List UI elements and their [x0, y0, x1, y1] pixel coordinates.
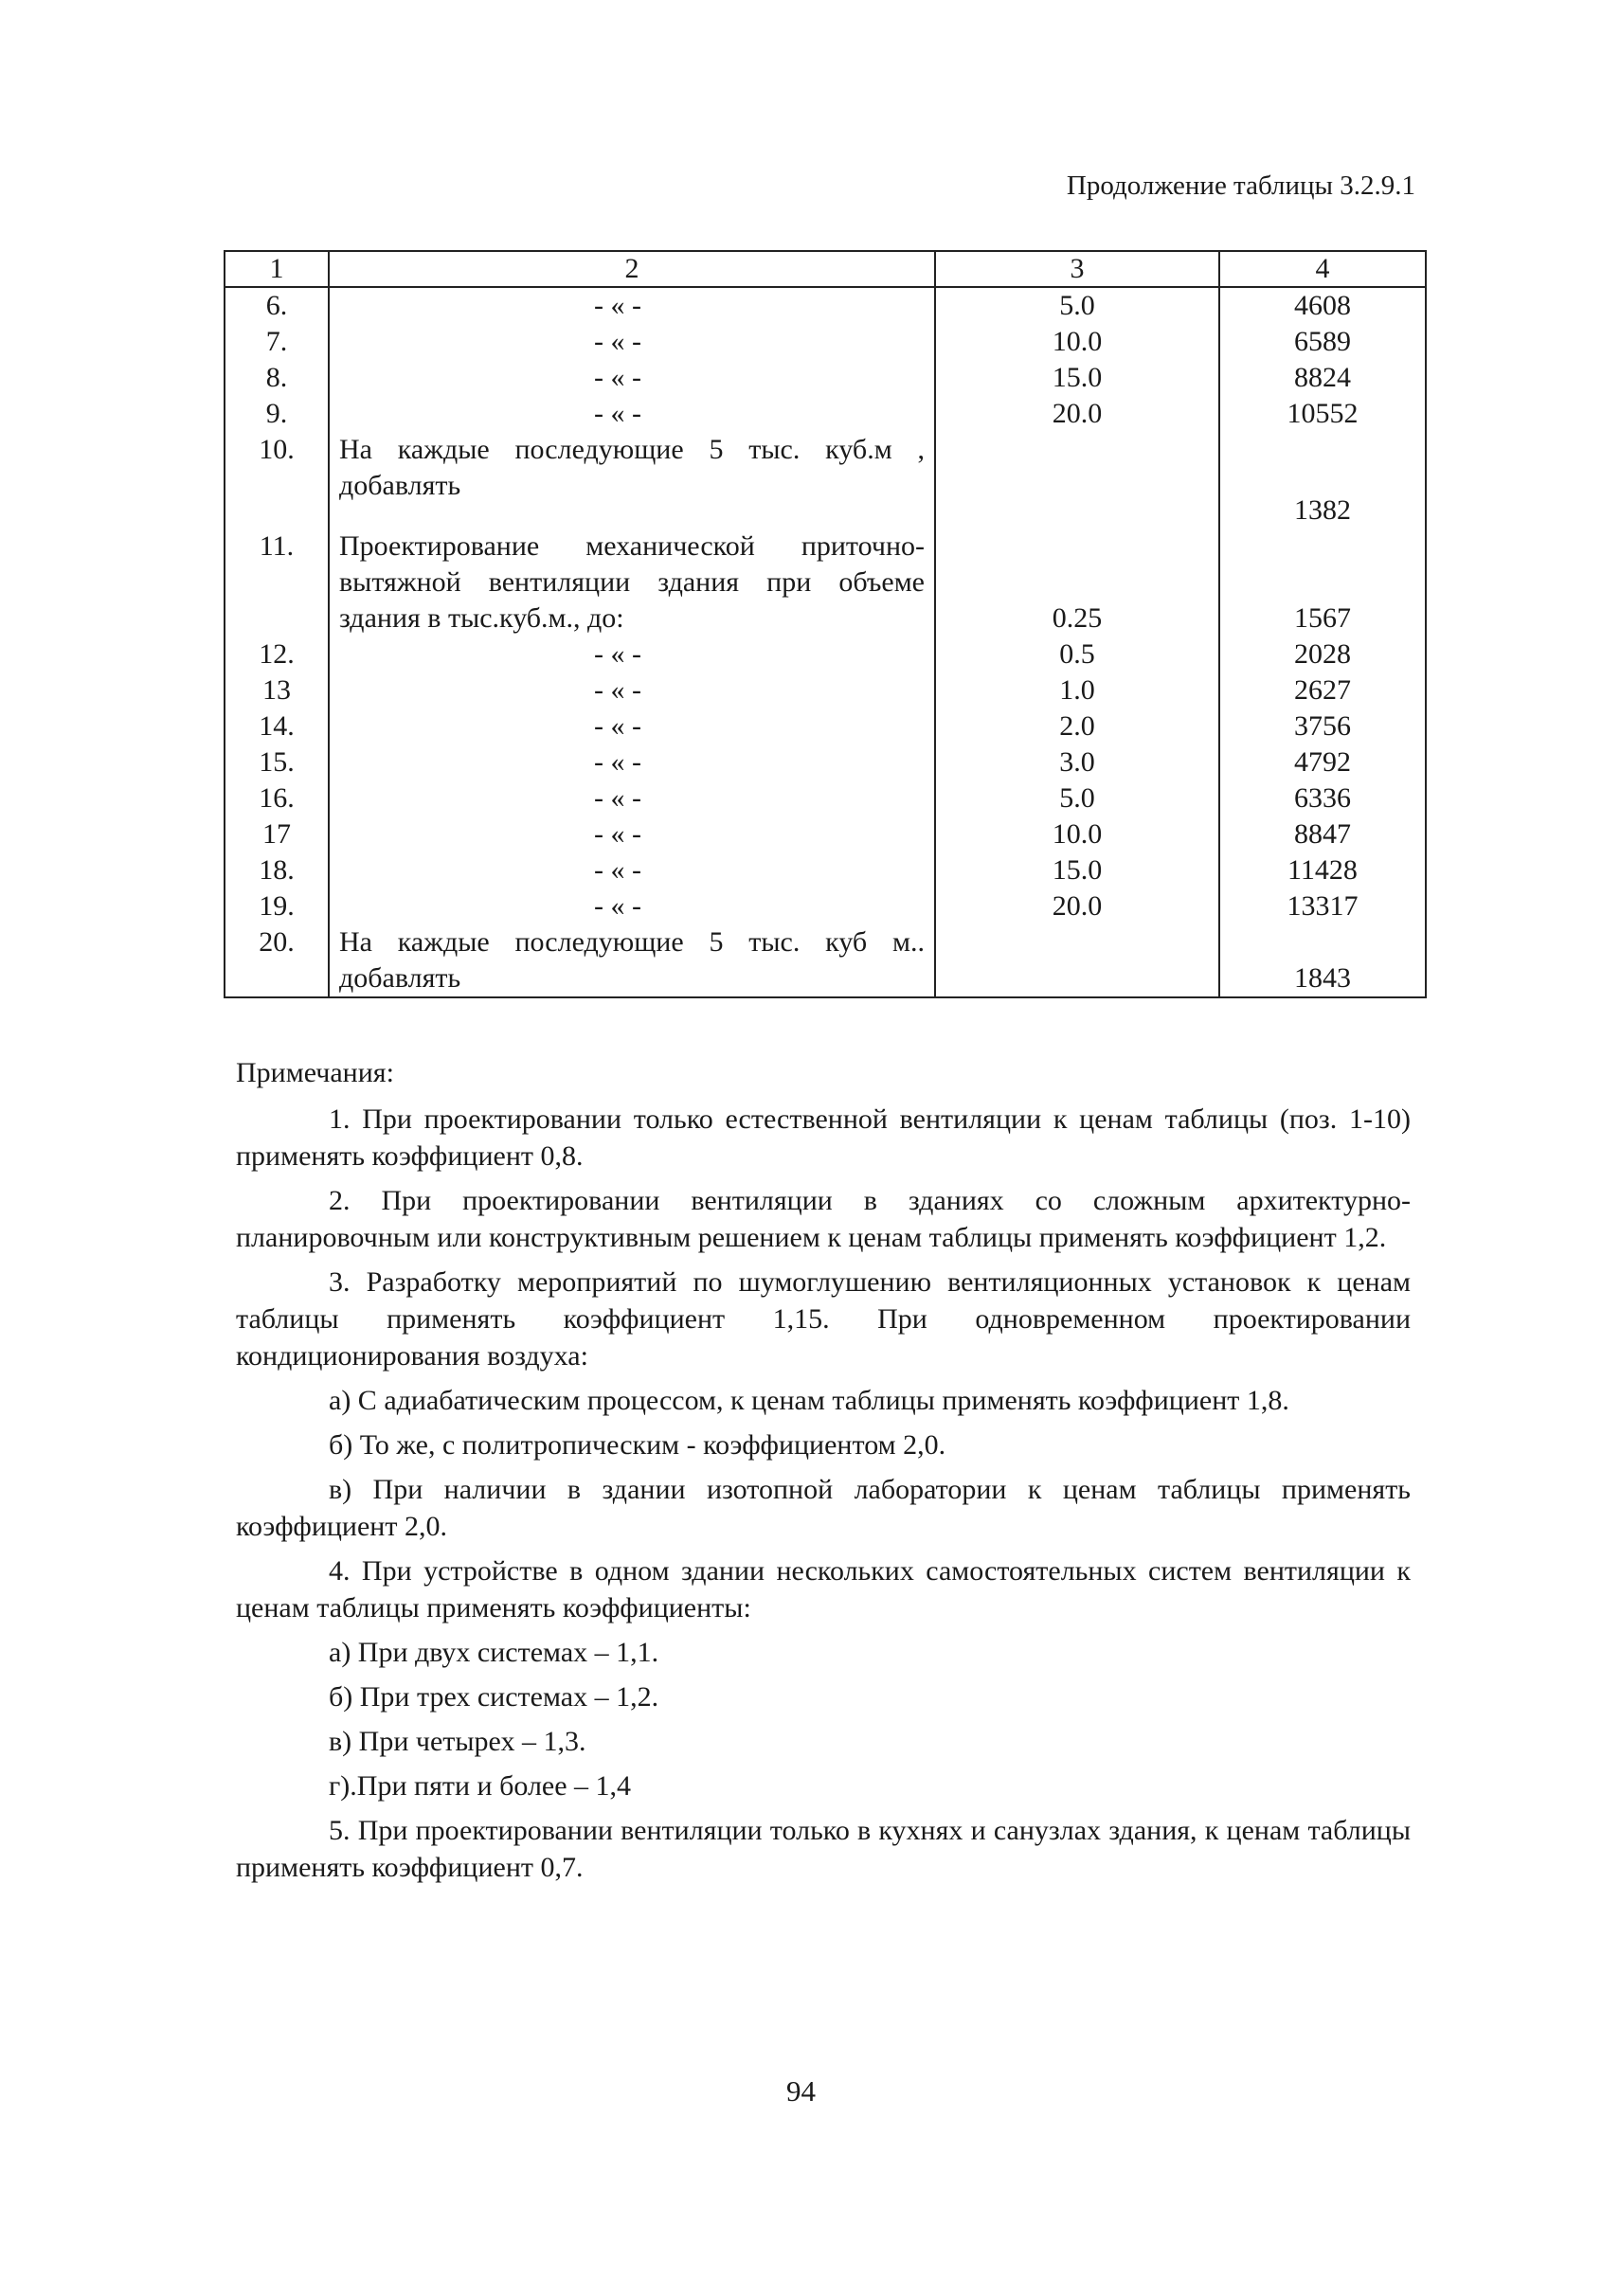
price-cell: 1843: [1219, 924, 1426, 997]
page-number: 94: [786, 2074, 816, 2108]
note-item: 2. При проектировании вентиляции в зданиях со сложным архитектурно-планировочным или конструктивным решением к ценам таблицы применять коэффициент 1,2.: [236, 1185, 1411, 1253]
table-caption: Продолжение таблицы 3.2.9.1: [1066, 170, 1415, 201]
price-cell: 2028: [1219, 637, 1426, 673]
volume-cell: 3.0: [935, 744, 1219, 780]
volume-cell: [935, 432, 1219, 529]
volume-cell: 10.0: [935, 324, 1219, 360]
table-row: [225, 924, 1426, 997]
volume-cell: 5.0: [935, 287, 1219, 324]
row-number-cell: 16.: [225, 780, 329, 816]
description-cell: - « -: [329, 324, 935, 360]
table-row: [225, 324, 1426, 360]
note-item: 1. При проектировании только естественной вентиляции к ценам таблицы (поз. 1-10) применять коэффициент 0,8.: [236, 1103, 1411, 1172]
description-cell: - « -: [329, 744, 935, 780]
row-number-cell: 7.: [225, 324, 329, 360]
price-table: [224, 250, 1427, 998]
row-number-cell: 13: [225, 673, 329, 709]
table-row: [225, 780, 1426, 816]
notes-title: Примечания:: [236, 1057, 394, 1088]
note-item: 5. При проектировании вентиляции только в кухнях и санузлах здания, к ценам таблицы применять коэффициент 0,7.: [236, 1815, 1411, 1883]
volume-cell: 0.25: [935, 529, 1219, 637]
description-cell: Проектирование механической приточно-вытяжной вентиляции здания при объеме здания в тыс.куб.м., до:: [329, 529, 935, 637]
volume-cell: 15.0: [935, 360, 1219, 396]
notes-list: [236, 1101, 1411, 1886]
header-cell: 3: [935, 251, 1219, 287]
description-cell: - « -: [329, 709, 935, 744]
row-number-cell: 15.: [225, 744, 329, 780]
description-cell: - « -: [329, 780, 935, 816]
row-number-cell: 11.: [225, 529, 329, 637]
table-row: [225, 816, 1426, 852]
description-cell: - « -: [329, 360, 935, 396]
table-row: [225, 529, 1426, 637]
row-number-cell: 14.: [225, 709, 329, 744]
table-row: [225, 287, 1426, 324]
price-cell: 6336: [1219, 780, 1426, 816]
price-cell: 1382: [1219, 432, 1426, 529]
row-number-cell: 17: [225, 816, 329, 852]
note-item: б) При трех системах – 1,2.: [329, 1681, 659, 1713]
volume-cell: 10.0: [935, 816, 1219, 852]
row-number-cell: 20.: [225, 924, 329, 997]
description-cell: - « -: [329, 673, 935, 709]
volume-cell: 0.5: [935, 637, 1219, 673]
table-row: [225, 888, 1426, 924]
row-number-cell: 10.: [225, 432, 329, 529]
note-item: в) При наличии в здании изотопной лаборатории к ценам таблицы применять коэффициент 2,0.: [236, 1474, 1411, 1542]
row-number-cell: 9.: [225, 396, 329, 432]
note-item: а) При двух системах – 1,1.: [329, 1637, 659, 1668]
row-number-cell: 12.: [225, 637, 329, 673]
row-number-cell: 19.: [225, 888, 329, 924]
price-cell: 4608: [1219, 287, 1426, 324]
description-cell: - « -: [329, 852, 935, 888]
price-cell: 2627: [1219, 673, 1426, 709]
row-number-cell: 8.: [225, 360, 329, 396]
volume-cell: 2.0: [935, 709, 1219, 744]
note-item: а) С адиабатическим процессом, к ценам таблицы применять коэффициент 1,8.: [329, 1385, 1289, 1416]
price-cell: 6589: [1219, 324, 1426, 360]
price-cell: 4792: [1219, 744, 1426, 780]
volume-cell: 15.0: [935, 852, 1219, 888]
price-cell: 11428: [1219, 852, 1426, 888]
header-cell: 4: [1219, 251, 1426, 287]
row-number-cell: 6.: [225, 287, 329, 324]
note-item: в) При четырех – 1,3.: [329, 1726, 586, 1757]
description-cell: - « -: [329, 396, 935, 432]
header-cell: 1: [225, 251, 329, 287]
note-item: 4. При устройстве в одном здании нескольких самостоятельных систем вентиляции к ценам таблицы применять коэффициенты:: [236, 1555, 1411, 1623]
volume-cell: 5.0: [935, 780, 1219, 816]
table-row: [225, 744, 1426, 780]
description-cell: На каждые последующие 5 тыс. куб.м , добавлять: [329, 432, 935, 529]
description-cell: На каждые последующие 5 тыс. куб м.. добавлять: [329, 924, 935, 997]
description-cell: - « -: [329, 637, 935, 673]
price-cell: 1567: [1219, 529, 1426, 637]
header-cell: 2: [329, 251, 935, 287]
description-cell: - « -: [329, 287, 935, 324]
volume-cell: 20.0: [935, 888, 1219, 924]
table-row: [225, 432, 1426, 529]
note-item: г).При пяти и более – 1,4: [329, 1770, 632, 1802]
note-item: б) То же, с политропическим - коэффициентом 2,0.: [329, 1429, 946, 1461]
price-cell: 3756: [1219, 709, 1426, 744]
description-cell: - « -: [329, 816, 935, 852]
row-number-cell: 18.: [225, 852, 329, 888]
volume-cell: 1.0: [935, 673, 1219, 709]
table-row: [225, 637, 1426, 673]
note-item: 3. Разработку мероприятий по шумоглушению вентиляционных установок к ценам таблицы применять коэффициент 1,15. При одновременном проектировании кондиционирования воздуха:: [236, 1266, 1411, 1372]
volume-cell: [935, 924, 1219, 997]
volume-cell: 20.0: [935, 396, 1219, 432]
price-cell: 8847: [1219, 816, 1426, 852]
price-cell: 10552: [1219, 396, 1426, 432]
notes-section: [236, 1054, 1411, 1893]
price-cell: 13317: [1219, 888, 1426, 924]
table-row: [225, 360, 1426, 396]
table-row: [225, 709, 1426, 744]
table-row: [225, 852, 1426, 888]
description-cell: - « -: [329, 888, 935, 924]
table-header-row: [225, 251, 1426, 287]
price-cell: 8824: [1219, 360, 1426, 396]
table-row: [225, 673, 1426, 709]
table-row: [225, 396, 1426, 432]
